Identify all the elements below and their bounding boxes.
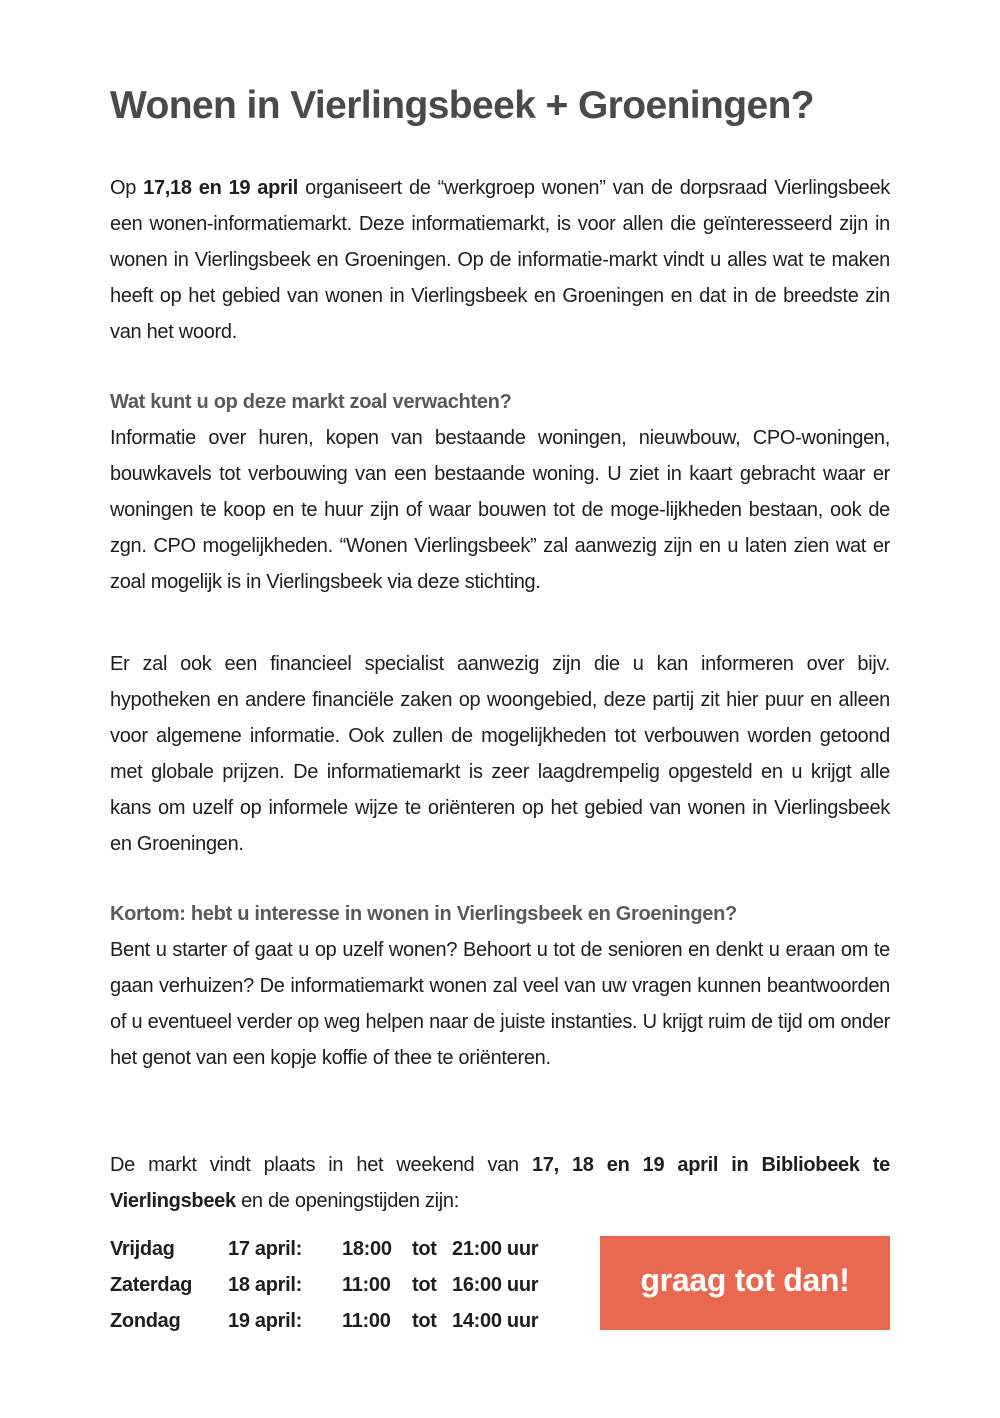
page-title: Wonen in Vierlingsbeek + Groeningen? [110, 84, 815, 127]
hours-sep: tot [412, 1238, 437, 1260]
hours-day: Zondag [110, 1310, 181, 1332]
cta-text: graag tot dan! [640, 1261, 850, 1298]
intro-text-2: organiseert de “werkgroep wonen” van de dorpsraad Vierlingsbeek een wonen-informatiemarkt. Deze informatiemarkt, is voor allen die geïnteresseerd zijn in wonen in Vierlingsbeek en Groeningen. Op de informatie-markt vindt u alles wat te maken heeft op het gebied van wonen in Vierlingsbeek en Groeningen en dat in de breedste zin van het woord. [110, 177, 890, 343]
location-highlight: 17, 18 en 19 april in Bibliobeek te Vierlingsbeek [110, 1154, 890, 1212]
location-paragraph [110, 1147, 890, 1219]
cta-banner [600, 1236, 890, 1330]
hours-sep: tot [412, 1310, 437, 1332]
hours-day: Zaterdag [110, 1274, 193, 1296]
section-heading-expectations: Wat kunt u op deze markt zoal verwachten? [110, 391, 512, 413]
intro-dates: 17,18 en 19 april [143, 177, 299, 199]
hours-date: 19 april: [228, 1310, 302, 1332]
hours-row [110, 1231, 572, 1267]
location-text-2: en de openingstijden zijn: [235, 1190, 459, 1212]
expectations-paragraph: Informatie over huren, kopen van bestaande woningen, nieuwbouw, CPO-woningen, bouwkavels tot verbouwing van een bestaande woning. U ziet in kaart gebracht waar er woningen te koop en te huur zijn of waar bouwen tot de moge-lijkheden bestaan, ook de zgn. CPO mogelijkheden. “Wonen Vierlingsbeek” zal aanwezig zijn en u laten zien wat er zoal mogelijk is in Vierlingsbeek via deze stichting. [110, 427, 890, 593]
opening-hours [110, 1231, 572, 1339]
hours-from: 11:00 [342, 1310, 391, 1332]
hours-row [110, 1267, 572, 1303]
section-heading-interest: Kortom: hebt u interesse in wonen in Vierlingsbeek en Groeningen? [110, 903, 737, 925]
intro-paragraph [110, 170, 890, 350]
hours-from: 18:00 [342, 1238, 392, 1260]
hours-sep: tot [412, 1274, 437, 1296]
interest-paragraph: Bent u starter of gaat u op uzelf wonen? Behoort u tot de senioren en denkt u eraan om te gaan verhuizen? De informatiemarkt wonen zal veel van uw vragen kunnen beantwoorden of u eventueel verder op weg helpen naar de juiste instanties. U krijgt ruim de tijd om onder het genot van een kopje koffie of thee te oriënteren. [110, 939, 890, 1069]
hours-day: Vrijdag [110, 1238, 175, 1260]
hours-from: 11:00 [342, 1274, 391, 1296]
hours-date: 18 april: [228, 1274, 302, 1296]
hours-to: 16:00 uur [452, 1274, 539, 1296]
hours-to: 21:00 uur [452, 1238, 539, 1260]
location-text-1: De markt vindt plaats in het weekend van [110, 1154, 532, 1176]
financial-paragraph: Er zal ook een financieel specialist aanwezig zijn die u kan informeren over bijv. hypotheken en andere financiële zaken op woongebied, deze partij zit hier puur en alleen voor algemene informatie. Ook zullen de mogelijkheden tot verbouwen worden getoond met globale prijzen. De informatiemarkt is zeer laagdrempelig opgesteld en u krijgt alle kans om uzelf op informele wijze te oriënteren op het gebied van wonen in Vierlingsbeek en Groeningen. [110, 653, 890, 855]
hours-date: 17 april: [228, 1238, 302, 1260]
intro-text-1: Op [110, 177, 144, 199]
hours-to: 14:00 uur [452, 1310, 539, 1332]
hours-row [110, 1303, 572, 1339]
